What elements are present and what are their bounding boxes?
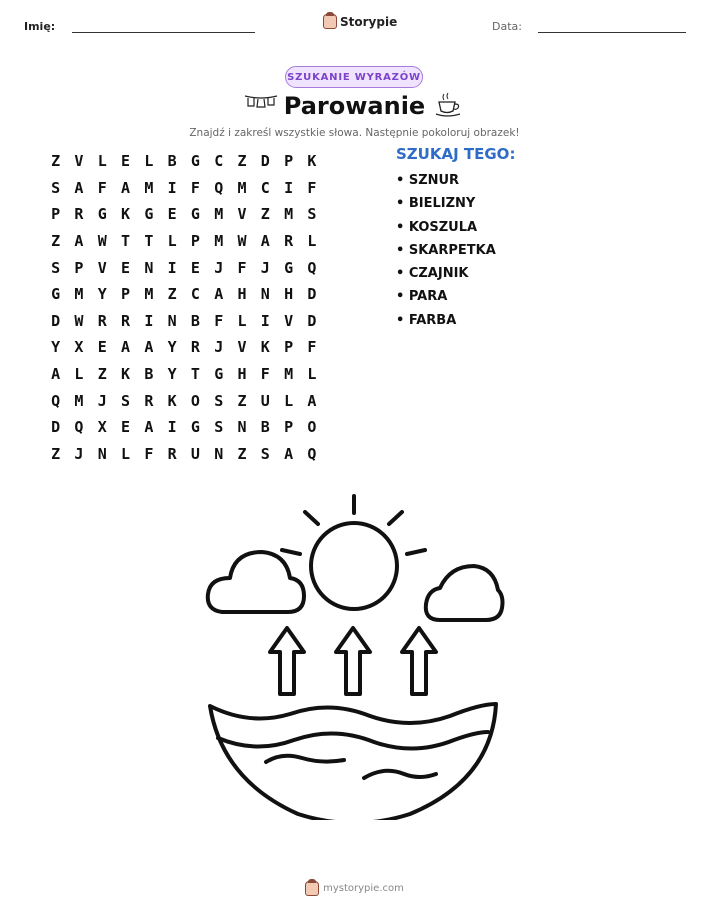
grid-cell: P <box>121 285 131 304</box>
grid-cell: K <box>121 365 131 384</box>
sun-ray <box>282 550 300 554</box>
grid-cell: A <box>307 391 317 410</box>
grid-cell: N <box>260 285 270 304</box>
grid-cell: Z <box>237 152 247 171</box>
grid-cell: V <box>237 338 247 357</box>
grid-cell: J <box>214 258 224 277</box>
sun-ray <box>389 512 402 524</box>
brand-name: Storypie <box>340 14 398 29</box>
grid-cell: R <box>144 391 154 410</box>
teacup-icon <box>434 92 464 118</box>
grid-cell: R <box>190 338 200 357</box>
water-line <box>218 732 488 749</box>
grid-cell: L <box>144 152 154 171</box>
grid-cell: R <box>97 311 107 330</box>
name-line <box>72 32 255 33</box>
grid-cell: Z <box>237 444 247 463</box>
word-item: • KOSZULA <box>396 219 478 235</box>
grid-cell: D <box>51 418 61 437</box>
grid-cell: L <box>74 365 84 384</box>
grid-cell: Z <box>51 232 61 251</box>
grid-cell: H <box>237 285 247 304</box>
word-item: • SZNUR <box>396 173 460 188</box>
grid-cell: J <box>74 444 84 463</box>
grid-cell: A <box>144 418 154 437</box>
grid-cell: M <box>237 178 247 197</box>
grid-cell: N <box>144 258 154 277</box>
grid-cell: E <box>121 152 131 171</box>
footer-url: mystorypie.com <box>323 883 404 894</box>
grid-cell: A <box>51 365 61 384</box>
grid-cell: F <box>237 258 247 277</box>
grid-cell: T <box>144 232 154 251</box>
grid-cell: F <box>97 178 107 197</box>
grid-cell: T <box>190 365 200 384</box>
grid-cell: V <box>97 258 107 277</box>
grid-cell: M <box>74 391 84 410</box>
grid-cell: K <box>167 391 177 410</box>
grid-cell: V <box>74 152 84 171</box>
grid-cell: D <box>307 311 317 330</box>
arrow-up <box>270 628 304 694</box>
grid-cell: S <box>214 418 224 437</box>
sun-ray <box>407 550 425 554</box>
grid-cell: G <box>284 258 294 277</box>
grid-cell: I <box>167 258 177 277</box>
grid-cell: S <box>260 444 270 463</box>
grid-cell: H <box>237 365 247 384</box>
grid-cell: N <box>214 444 224 463</box>
word-item: • PARA <box>396 289 448 305</box>
worksheet-type-badge: SZUKANIE WYRAZÓW <box>285 66 423 88</box>
grid-cell: Z <box>260 205 270 224</box>
grid-cell: B <box>167 152 177 171</box>
grid-cell: G <box>144 205 154 224</box>
grid-cell: K <box>307 152 317 171</box>
water-ripple <box>364 771 436 778</box>
grid-cell: K <box>121 205 131 224</box>
grid-cell: M <box>144 285 154 304</box>
grid-cell: L <box>121 444 131 463</box>
grid-cell: J <box>260 258 270 277</box>
grid-cell: Y <box>167 338 177 357</box>
grid-cell: Z <box>167 285 177 304</box>
grid-cell: E <box>167 205 177 224</box>
grid-cell: V <box>284 311 294 330</box>
grid-cell: Q <box>214 178 224 197</box>
page-title: Parowanie <box>283 92 426 120</box>
word-list <box>396 172 496 335</box>
date-line <box>538 32 686 33</box>
grid-cell: V <box>237 205 247 224</box>
grid-cell: I <box>144 311 154 330</box>
grid-cell: R <box>284 232 294 251</box>
grid-cell: I <box>167 178 177 197</box>
word-list-heading: SZUKAJ TEGO: <box>396 145 516 163</box>
grid-cell: Z <box>237 391 247 410</box>
grid-cell: I <box>167 418 177 437</box>
grid-cell: X <box>97 418 107 437</box>
grid-cell: D <box>307 285 317 304</box>
grid-cell: S <box>214 391 224 410</box>
grid-cell: O <box>190 391 200 410</box>
grid-cell: F <box>214 311 224 330</box>
grid-cell: Z <box>97 365 107 384</box>
grid-cell: L <box>307 232 317 251</box>
grid-cell: P <box>51 205 61 224</box>
grid-cell: G <box>190 205 200 224</box>
grid-cell: Z <box>51 152 61 171</box>
grid-cell: W <box>74 311 84 330</box>
grid-cell: Q <box>51 391 61 410</box>
arrow-up <box>336 628 370 694</box>
grid-cell: L <box>97 152 107 171</box>
grid-cell: U <box>260 391 270 410</box>
grid-cell: M <box>74 285 84 304</box>
grid-cell: S <box>51 258 61 277</box>
grid-cell: P <box>284 418 294 437</box>
grid-cell: G <box>51 285 61 304</box>
cloud-right <box>426 566 503 620</box>
grid-cell: L <box>307 365 317 384</box>
grid-cell: E <box>121 258 131 277</box>
grid-cell: B <box>190 311 200 330</box>
grid-cell: N <box>167 311 177 330</box>
sun-ray <box>305 512 318 524</box>
grid-cell: C <box>190 285 200 304</box>
storypie-logo-icon <box>323 14 337 29</box>
sun-shape <box>311 523 397 609</box>
grid-cell: G <box>97 205 107 224</box>
cloud-left <box>208 552 304 612</box>
grid-cell: N <box>237 418 247 437</box>
grid-cell: K <box>260 338 270 357</box>
grid-cell: P <box>284 338 294 357</box>
grid-cell: D <box>260 152 270 171</box>
grid-cell: L <box>167 232 177 251</box>
grid-cell: S <box>51 178 61 197</box>
grid-cell: F <box>260 365 270 384</box>
grid-cell: A <box>121 338 131 357</box>
letter-grid <box>44 148 324 467</box>
grid-cell: M <box>284 365 294 384</box>
grid-cell: W <box>237 232 247 251</box>
grid-cell: G <box>190 418 200 437</box>
grid-cell: S <box>307 205 317 224</box>
water-ripple <box>266 756 344 762</box>
grid-cell: J <box>214 338 224 357</box>
grid-cell: R <box>167 444 177 463</box>
grid-cell: M <box>214 232 224 251</box>
grid-cell: R <box>74 205 84 224</box>
grid-cell: P <box>284 152 294 171</box>
instructions: Znajdź i zakreśl wszystkie słowa. Następnie pokoloruj obrazek! <box>189 127 520 139</box>
word-item: • SKARPETKA <box>396 242 496 258</box>
grid-cell: A <box>144 338 154 357</box>
grid-cell: I <box>260 311 270 330</box>
grid-cell: Y <box>97 285 107 304</box>
grid-cell: F <box>307 178 317 197</box>
grid-cell: N <box>97 444 107 463</box>
arrow-up <box>402 628 436 694</box>
water-bowl <box>210 704 496 820</box>
date-label: Data: <box>492 20 522 33</box>
brand-logo <box>323 14 397 29</box>
grid-cell: B <box>144 365 154 384</box>
word-item: • CZAJNIK <box>396 266 469 282</box>
grid-cell: E <box>121 418 131 437</box>
grid-cell: M <box>284 205 294 224</box>
grid-cell: F <box>144 444 154 463</box>
grid-cell: Z <box>51 444 61 463</box>
grid-cell: I <box>284 178 294 197</box>
name-label: Imię: <box>24 20 56 33</box>
grid-cell: T <box>121 232 131 251</box>
grid-cell: L <box>237 311 247 330</box>
grid-cell: Y <box>167 365 177 384</box>
grid-cell: P <box>74 258 84 277</box>
grid-cell: Q <box>74 418 84 437</box>
grid-cell: E <box>190 258 200 277</box>
grid-cell: A <box>214 285 224 304</box>
grid-cell: X <box>74 338 84 357</box>
grid-cell: A <box>260 232 270 251</box>
evaporation-illustration <box>190 480 520 820</box>
word-item: • FARBA <box>396 312 457 328</box>
grid-cell: L <box>284 391 294 410</box>
grid-cell: F <box>307 338 317 357</box>
grid-cell: B <box>260 418 270 437</box>
grid-cell: D <box>51 311 61 330</box>
grid-cell: S <box>121 391 131 410</box>
grid-cell: A <box>121 178 131 197</box>
grid-cell: Y <box>51 338 61 357</box>
grid-cell: A <box>74 178 84 197</box>
grid-cell: W <box>97 232 107 251</box>
storypie-logo-icon <box>305 881 319 896</box>
grid-cell: M <box>214 205 224 224</box>
grid-cell: A <box>74 232 84 251</box>
grid-cell: Q <box>307 444 317 463</box>
grid-cell: H <box>284 285 294 304</box>
grid-cell: J <box>97 391 107 410</box>
footer <box>0 881 709 896</box>
grid-cell: Q <box>307 258 317 277</box>
grid-cell: U <box>190 444 200 463</box>
grid-cell: C <box>214 152 224 171</box>
grid-cell: O <box>307 418 317 437</box>
grid-cell: R <box>121 311 131 330</box>
word-item: • BIELIZNY <box>396 196 476 212</box>
grid-cell: E <box>97 338 107 357</box>
grid-cell: G <box>190 152 200 171</box>
grid-cell: A <box>284 444 294 463</box>
grid-cell: G <box>214 365 224 384</box>
grid-cell: P <box>190 232 200 251</box>
grid-cell: M <box>144 178 154 197</box>
grid-cell: F <box>190 178 200 197</box>
grid-cell: C <box>260 178 270 197</box>
